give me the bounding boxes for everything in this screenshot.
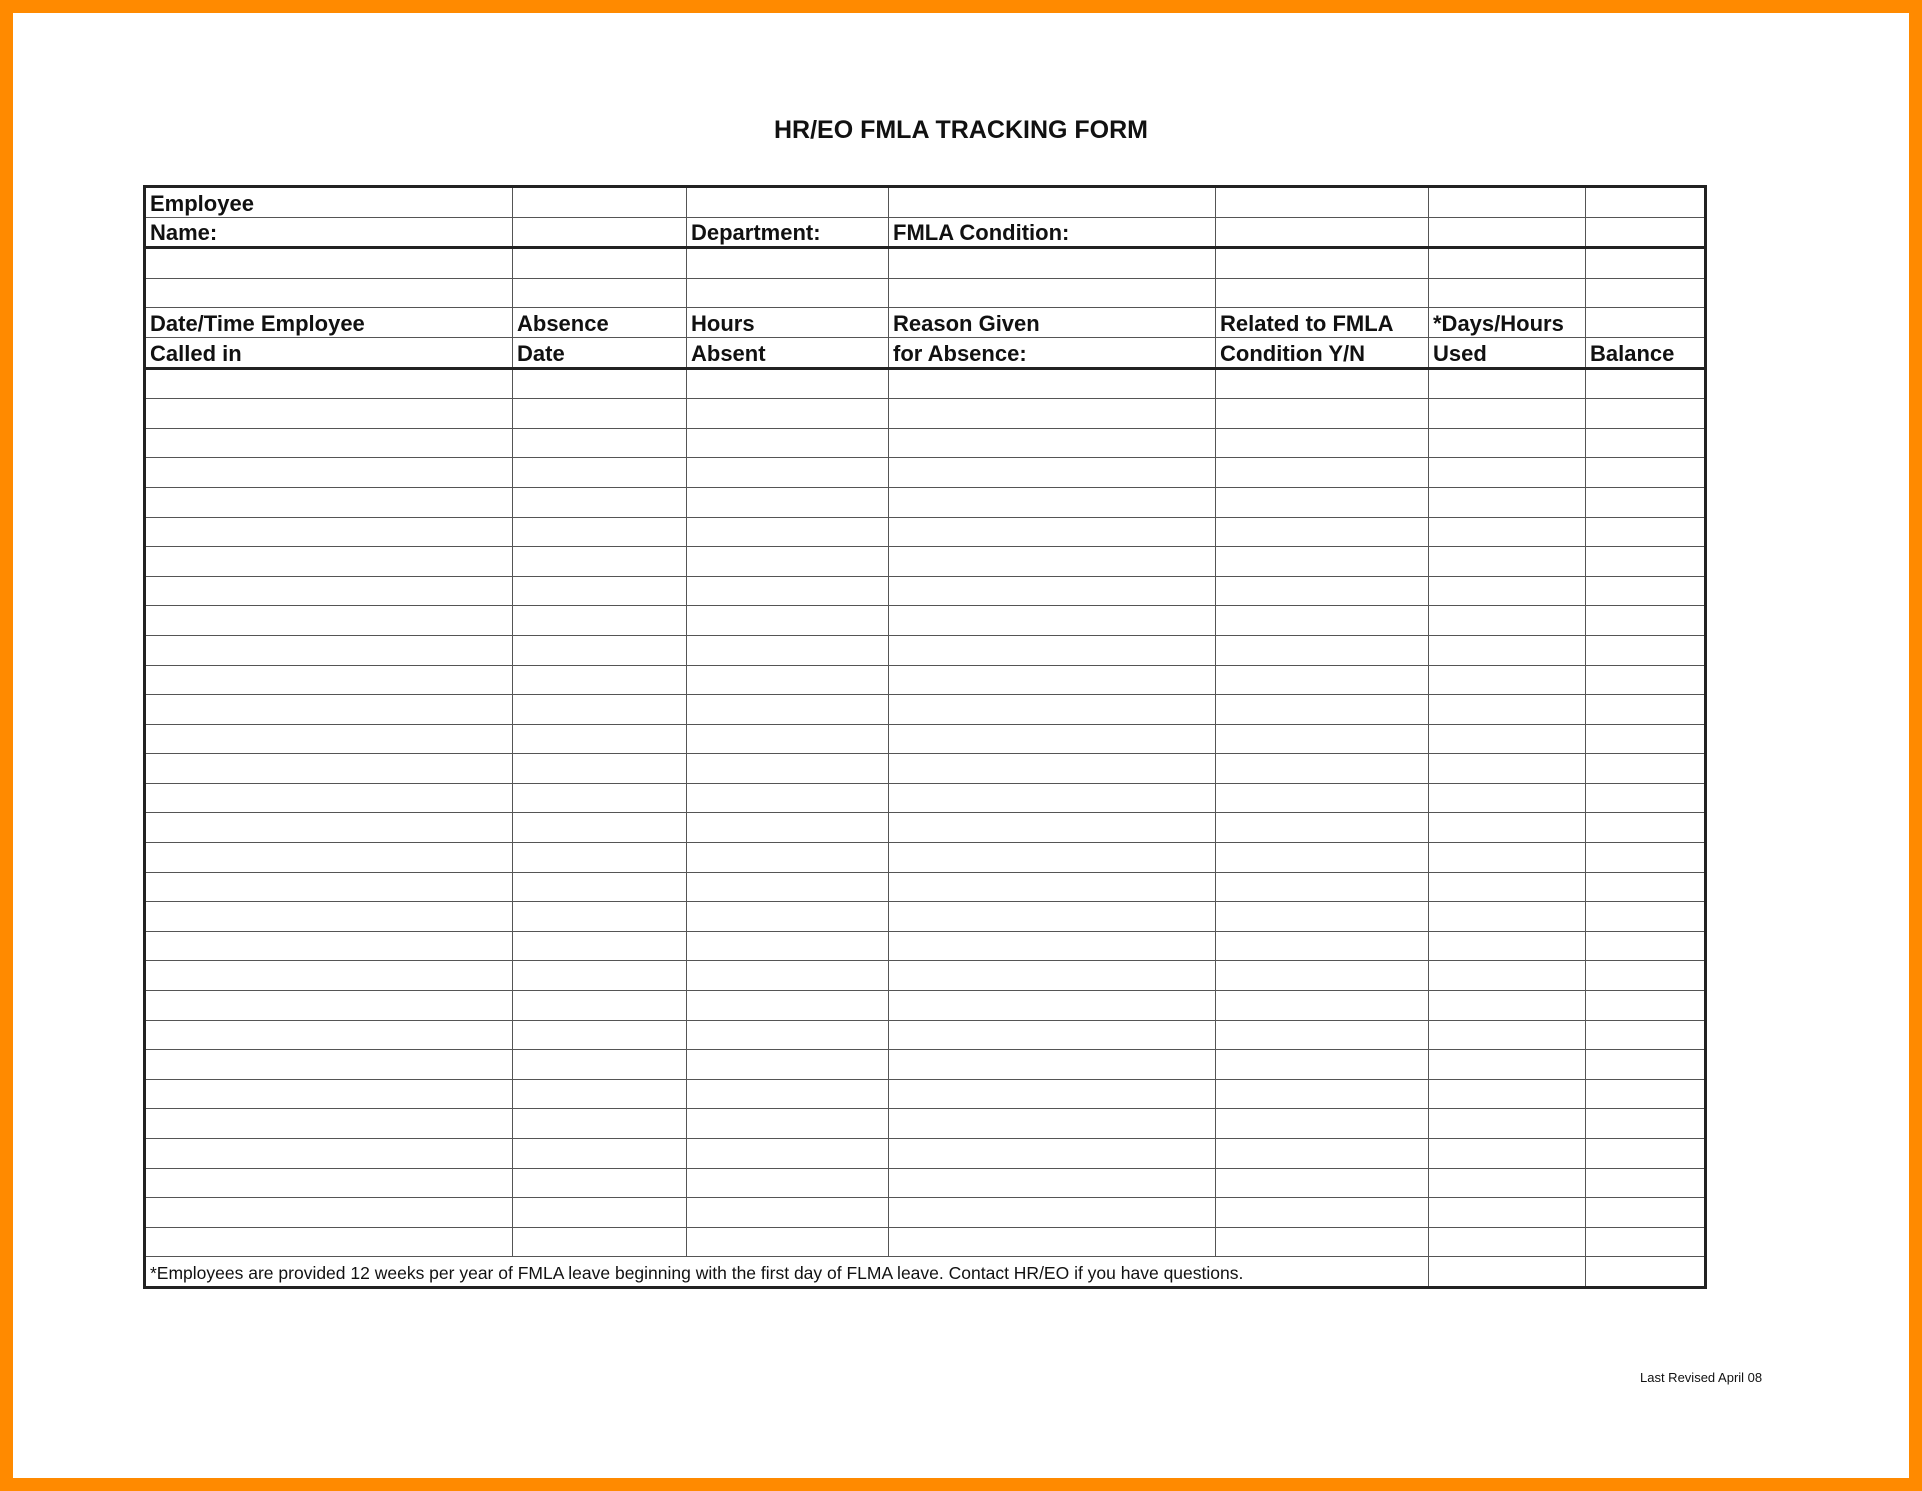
table-row <box>145 754 1706 784</box>
called-in-cell[interactable] <box>145 635 513 665</box>
balance-cell[interactable] <box>1586 547 1706 577</box>
balance-cell[interactable] <box>1586 872 1706 902</box>
table-row <box>145 872 1706 902</box>
column-header: Related to FMLA <box>1216 308 1429 338</box>
balance-cell[interactable] <box>1586 458 1706 488</box>
hours-absent-cell[interactable] <box>687 1050 889 1080</box>
related-fmla-cell[interactable] <box>1216 368 1429 399</box>
blank-cell <box>1216 248 1429 279</box>
blank-cell <box>1429 248 1586 279</box>
balance-cell[interactable] <box>1586 991 1706 1021</box>
absence-date-cell[interactable] <box>513 368 687 399</box>
balance-cell[interactable] <box>1586 1198 1706 1228</box>
called-in-cell[interactable] <box>145 931 513 961</box>
blank-cell <box>1429 1257 1586 1288</box>
called-in-cell[interactable] <box>145 665 513 695</box>
reason-cell[interactable] <box>889 547 1216 577</box>
days-hours-used-cell[interactable] <box>1429 517 1586 547</box>
called-in-cell[interactable] <box>145 813 513 843</box>
absence-date-cell[interactable] <box>513 1109 687 1139</box>
called-in-cell[interactable] <box>145 428 513 458</box>
balance-cell[interactable] <box>1586 961 1706 991</box>
absence-date-cell[interactable] <box>513 961 687 991</box>
balance-cell[interactable] <box>1586 1168 1706 1198</box>
absence-date-cell[interactable] <box>513 902 687 932</box>
table-row <box>145 843 1706 873</box>
table-row <box>145 1079 1706 1109</box>
footnote: *Employees are provided 12 weeks per year of FMLA leave beginning with the first day of FLMA leave. Contact HR/EO if you have questions. <box>145 1257 1429 1288</box>
hours-absent-cell[interactable] <box>687 576 889 606</box>
days-hours-used-cell[interactable] <box>1429 428 1586 458</box>
table-row <box>145 1198 1706 1228</box>
hours-absent-cell[interactable] <box>687 368 889 399</box>
hours-absent-cell[interactable] <box>687 1139 889 1169</box>
reason-cell[interactable] <box>889 1050 1216 1080</box>
absence-date-cell[interactable] <box>513 1198 687 1228</box>
called-in-cell[interactable] <box>145 1168 513 1198</box>
table-row <box>145 902 1706 932</box>
name-label: Name: <box>145 217 513 248</box>
reason-cell[interactable] <box>889 961 1216 991</box>
table-row <box>145 1227 1706 1257</box>
column-header: for Absence: <box>889 337 1216 368</box>
hours-absent-cell[interactable] <box>687 547 889 577</box>
hours-absent-cell[interactable] <box>687 635 889 665</box>
related-fmla-cell[interactable] <box>1216 576 1429 606</box>
absence-date-cell[interactable] <box>513 665 687 695</box>
hours-absent-cell[interactable] <box>687 1079 889 1109</box>
absence-date-cell[interactable] <box>513 1227 687 1257</box>
days-hours-used-cell[interactable] <box>1429 961 1586 991</box>
table-row <box>145 487 1706 517</box>
hours-absent-cell[interactable] <box>687 872 889 902</box>
balance-cell[interactable] <box>1586 754 1706 784</box>
days-hours-used-cell[interactable] <box>1429 1079 1586 1109</box>
days-hours-used-cell[interactable] <box>1429 1020 1586 1050</box>
absence-date-cell[interactable] <box>513 576 687 606</box>
days-hours-used-cell[interactable] <box>1429 931 1586 961</box>
reason-cell[interactable] <box>889 1079 1216 1109</box>
days-hours-used-cell[interactable] <box>1429 1227 1586 1257</box>
balance-cell[interactable] <box>1586 665 1706 695</box>
blank-cell <box>687 187 889 218</box>
absence-date-cell[interactable] <box>513 517 687 547</box>
balance-cell[interactable] <box>1586 1020 1706 1050</box>
absence-date-cell[interactable] <box>513 843 687 873</box>
hours-absent-cell[interactable] <box>687 458 889 488</box>
absence-date-cell[interactable] <box>513 547 687 577</box>
related-fmla-cell[interactable] <box>1216 458 1429 488</box>
reason-cell[interactable] <box>889 517 1216 547</box>
reason-cell[interactable] <box>889 931 1216 961</box>
absence-date-cell[interactable] <box>513 458 687 488</box>
related-fmla-cell[interactable] <box>1216 428 1429 458</box>
reason-cell[interactable] <box>889 1139 1216 1169</box>
absence-date-cell[interactable] <box>513 1050 687 1080</box>
balance-cell[interactable] <box>1586 1050 1706 1080</box>
related-fmla-cell[interactable] <box>1216 902 1429 932</box>
employee-label: Employee <box>145 187 513 218</box>
days-hours-used-cell[interactable] <box>1429 399 1586 429</box>
called-in-cell[interactable] <box>145 576 513 606</box>
days-hours-used-cell[interactable] <box>1429 1050 1586 1080</box>
hours-absent-cell[interactable] <box>687 665 889 695</box>
table-row <box>145 665 1706 695</box>
blank-cell <box>1586 1257 1706 1288</box>
related-fmla-cell[interactable] <box>1216 1139 1429 1169</box>
reason-cell[interactable] <box>889 695 1216 725</box>
days-hours-used-cell[interactable] <box>1429 458 1586 488</box>
table-row <box>145 783 1706 813</box>
related-fmla-cell[interactable] <box>1216 1020 1429 1050</box>
hours-absent-cell[interactable] <box>687 1227 889 1257</box>
hours-absent-cell[interactable] <box>687 487 889 517</box>
employee-name-field[interactable] <box>513 217 687 248</box>
absence-date-cell[interactable] <box>513 872 687 902</box>
absence-date-cell[interactable] <box>513 428 687 458</box>
blank-cell <box>145 278 513 308</box>
called-in-cell[interactable] <box>145 606 513 636</box>
blank-cell <box>1586 248 1706 279</box>
called-in-cell[interactable] <box>145 517 513 547</box>
reason-cell[interactable] <box>889 1198 1216 1228</box>
column-header-row-1 <box>145 308 1706 338</box>
reason-cell[interactable] <box>889 487 1216 517</box>
hours-absent-cell[interactable] <box>687 399 889 429</box>
balance-cell[interactable] <box>1586 902 1706 932</box>
table-row <box>145 576 1706 606</box>
related-fmla-cell[interactable] <box>1216 1227 1429 1257</box>
days-hours-used-cell[interactable] <box>1429 1139 1586 1169</box>
last-revised: Last Revised April 08 <box>1640 1370 1763 1385</box>
table-row <box>145 724 1706 754</box>
reason-cell[interactable] <box>889 576 1216 606</box>
days-hours-used-cell[interactable] <box>1429 902 1586 932</box>
related-fmla-cell[interactable] <box>1216 872 1429 902</box>
balance-cell[interactable] <box>1586 368 1706 399</box>
reason-cell[interactable] <box>889 754 1216 784</box>
days-hours-used-cell[interactable] <box>1429 606 1586 636</box>
department-label: Department: <box>687 217 889 248</box>
related-fmla-cell[interactable] <box>1216 813 1429 843</box>
reason-cell[interactable] <box>889 428 1216 458</box>
related-fmla-cell[interactable] <box>1216 1079 1429 1109</box>
related-fmla-cell[interactable] <box>1216 547 1429 577</box>
related-fmla-cell[interactable] <box>1216 754 1429 784</box>
called-in-cell[interactable] <box>145 368 513 399</box>
column-header: Absent <box>687 337 889 368</box>
blank-cell <box>1429 187 1586 218</box>
balance-cell[interactable] <box>1586 606 1706 636</box>
called-in-cell[interactable] <box>145 547 513 577</box>
related-fmla-cell[interactable] <box>1216 843 1429 873</box>
table-row <box>145 635 1706 665</box>
called-in-cell[interactable] <box>145 1139 513 1169</box>
called-in-cell[interactable] <box>145 1227 513 1257</box>
column-header: Used <box>1429 337 1586 368</box>
hours-absent-cell[interactable] <box>687 428 889 458</box>
absence-date-cell[interactable] <box>513 1168 687 1198</box>
balance-cell[interactable] <box>1586 783 1706 813</box>
table-row <box>145 813 1706 843</box>
blank-cell <box>513 278 687 308</box>
related-fmla-cell[interactable] <box>1216 635 1429 665</box>
days-hours-used-cell[interactable] <box>1429 813 1586 843</box>
called-in-cell[interactable] <box>145 991 513 1021</box>
days-hours-used-cell[interactable] <box>1429 368 1586 399</box>
hours-absent-cell[interactable] <box>687 517 889 547</box>
column-header: Hours <box>687 308 889 338</box>
hours-absent-cell[interactable] <box>687 991 889 1021</box>
balance-cell[interactable] <box>1586 1109 1706 1139</box>
balance-cell[interactable] <box>1586 813 1706 843</box>
reason-cell[interactable] <box>889 665 1216 695</box>
hours-absent-cell[interactable] <box>687 813 889 843</box>
absence-date-cell[interactable] <box>513 1139 687 1169</box>
related-fmla-cell[interactable] <box>1216 1198 1429 1228</box>
hours-absent-cell[interactable] <box>687 1198 889 1228</box>
called-in-cell[interactable] <box>145 843 513 873</box>
days-hours-used-cell[interactable] <box>1429 754 1586 784</box>
called-in-cell[interactable] <box>145 783 513 813</box>
table-row <box>145 399 1706 429</box>
absence-date-cell[interactable] <box>513 487 687 517</box>
table-row <box>145 695 1706 725</box>
balance-cell[interactable] <box>1586 487 1706 517</box>
days-hours-used-cell[interactable] <box>1429 695 1586 725</box>
called-in-cell[interactable] <box>145 458 513 488</box>
hours-absent-cell[interactable] <box>687 931 889 961</box>
related-fmla-cell[interactable] <box>1216 487 1429 517</box>
blank-cell <box>1586 187 1706 218</box>
employee-name-cell[interactable] <box>513 187 687 218</box>
blank-cell <box>889 248 1216 279</box>
table-row <box>145 1139 1706 1169</box>
hours-absent-cell[interactable] <box>687 783 889 813</box>
related-fmla-cell[interactable] <box>1216 961 1429 991</box>
form-page <box>13 13 1909 1478</box>
balance-cell[interactable] <box>1586 1227 1706 1257</box>
blank-cell <box>1429 217 1586 248</box>
balance-cell[interactable] <box>1586 931 1706 961</box>
table-row <box>145 547 1706 577</box>
table-row <box>145 991 1706 1021</box>
related-fmla-cell[interactable] <box>1216 399 1429 429</box>
reason-cell[interactable] <box>889 843 1216 873</box>
reason-cell[interactable] <box>889 724 1216 754</box>
days-hours-used-cell[interactable] <box>1429 1198 1586 1228</box>
days-hours-used-cell[interactable] <box>1429 843 1586 873</box>
reason-cell[interactable] <box>889 635 1216 665</box>
hours-absent-cell[interactable] <box>687 1168 889 1198</box>
days-hours-used-cell[interactable] <box>1429 1168 1586 1198</box>
absence-date-cell[interactable] <box>513 783 687 813</box>
spacer-row <box>145 248 1706 279</box>
fmla-condition-field[interactable] <box>1216 217 1429 248</box>
absence-date-cell[interactable] <box>513 931 687 961</box>
absence-date-cell[interactable] <box>513 724 687 754</box>
balance-cell[interactable] <box>1586 517 1706 547</box>
column-header: Called in <box>145 337 513 368</box>
days-hours-used-cell[interactable] <box>1429 665 1586 695</box>
blank-cell <box>687 278 889 308</box>
reason-cell[interactable] <box>889 1168 1216 1198</box>
hours-absent-cell[interactable] <box>687 724 889 754</box>
called-in-cell[interactable] <box>145 1020 513 1050</box>
absence-date-cell[interactable] <box>513 813 687 843</box>
called-in-cell[interactable] <box>145 1198 513 1228</box>
called-in-cell[interactable] <box>145 487 513 517</box>
related-fmla-cell[interactable] <box>1216 783 1429 813</box>
hours-absent-cell[interactable] <box>687 695 889 725</box>
called-in-cell[interactable] <box>145 1079 513 1109</box>
related-fmla-cell[interactable] <box>1216 1168 1429 1198</box>
blank-cell <box>687 248 889 279</box>
column-header: *Days/Hours <box>1429 308 1586 338</box>
absence-date-cell[interactable] <box>513 1079 687 1109</box>
related-fmla-cell[interactable] <box>1216 931 1429 961</box>
days-hours-used-cell[interactable] <box>1429 724 1586 754</box>
table-row <box>145 961 1706 991</box>
reason-cell[interactable] <box>889 783 1216 813</box>
column-header-row-2 <box>145 337 1706 368</box>
called-in-cell[interactable] <box>145 754 513 784</box>
column-header: Absence <box>513 308 687 338</box>
reason-cell[interactable] <box>889 872 1216 902</box>
fmla-tracking-table <box>143 185 1707 1289</box>
balance-cell[interactable] <box>1586 1079 1706 1109</box>
table-row <box>145 1020 1706 1050</box>
balance-cell[interactable] <box>1586 843 1706 873</box>
blank-cell <box>145 248 513 279</box>
footnote-row <box>145 1257 1706 1288</box>
related-fmla-cell[interactable] <box>1216 695 1429 725</box>
called-in-cell[interactable] <box>145 872 513 902</box>
related-fmla-cell[interactable] <box>1216 606 1429 636</box>
hours-absent-cell[interactable] <box>687 902 889 932</box>
reason-cell[interactable] <box>889 1109 1216 1139</box>
blank-cell <box>889 278 1216 308</box>
hours-absent-cell[interactable] <box>687 754 889 784</box>
balance-cell[interactable] <box>1586 695 1706 725</box>
reason-cell[interactable] <box>889 902 1216 932</box>
absence-date-cell[interactable] <box>513 1020 687 1050</box>
hours-absent-cell[interactable] <box>687 843 889 873</box>
table-row <box>145 931 1706 961</box>
absence-date-cell[interactable] <box>513 635 687 665</box>
called-in-cell[interactable] <box>145 724 513 754</box>
blank-cell <box>513 248 687 279</box>
called-in-cell[interactable] <box>145 902 513 932</box>
days-hours-used-cell[interactable] <box>1429 576 1586 606</box>
blank-cell <box>1216 187 1429 218</box>
column-header: Date/Time Employee <box>145 308 513 338</box>
blank-cell <box>1586 278 1706 308</box>
reason-cell[interactable] <box>889 606 1216 636</box>
employee-row-1 <box>145 187 1706 218</box>
balance-cell[interactable] <box>1586 428 1706 458</box>
balance-cell[interactable] <box>1586 1139 1706 1169</box>
blank-cell <box>1216 278 1429 308</box>
related-fmla-cell[interactable] <box>1216 665 1429 695</box>
form-title: HR/EO FMLA TRACKING FORM <box>773 116 1149 144</box>
days-hours-used-cell[interactable] <box>1429 635 1586 665</box>
reason-cell[interactable] <box>889 991 1216 1021</box>
absence-date-cell[interactable] <box>513 754 687 784</box>
reason-cell[interactable] <box>889 813 1216 843</box>
table-row <box>145 368 1706 399</box>
hours-absent-cell[interactable] <box>687 961 889 991</box>
balance-cell[interactable] <box>1586 399 1706 429</box>
related-fmla-cell[interactable] <box>1216 724 1429 754</box>
hours-absent-cell[interactable] <box>687 1020 889 1050</box>
column-header: Date <box>513 337 687 368</box>
days-hours-used-cell[interactable] <box>1429 991 1586 1021</box>
absence-date-cell[interactable] <box>513 399 687 429</box>
reason-cell[interactable] <box>889 368 1216 399</box>
related-fmla-cell[interactable] <box>1216 1109 1429 1139</box>
called-in-cell[interactable] <box>145 1109 513 1139</box>
column-header: Condition Y/N <box>1216 337 1429 368</box>
reason-cell[interactable] <box>889 458 1216 488</box>
balance-cell[interactable] <box>1586 724 1706 754</box>
called-in-cell[interactable] <box>145 1050 513 1080</box>
table-row <box>145 606 1706 636</box>
related-fmla-cell[interactable] <box>1216 517 1429 547</box>
blank-cell <box>1429 278 1586 308</box>
table-row <box>145 1168 1706 1198</box>
table-row <box>145 517 1706 547</box>
blank-cell <box>1586 217 1706 248</box>
spacer-row <box>145 278 1706 308</box>
table-row <box>145 1109 1706 1139</box>
hours-absent-cell[interactable] <box>687 606 889 636</box>
table-row <box>145 458 1706 488</box>
reason-cell[interactable] <box>889 1020 1216 1050</box>
column-header: Reason Given <box>889 308 1216 338</box>
column-header <box>1586 308 1706 338</box>
hours-absent-cell[interactable] <box>687 1109 889 1139</box>
days-hours-used-cell[interactable] <box>1429 487 1586 517</box>
related-fmla-cell[interactable] <box>1216 1050 1429 1080</box>
called-in-cell[interactable] <box>145 399 513 429</box>
called-in-cell[interactable] <box>145 695 513 725</box>
absence-date-cell[interactable] <box>513 606 687 636</box>
absence-date-cell[interactable] <box>513 991 687 1021</box>
blank-cell <box>889 187 1216 218</box>
days-hours-used-cell[interactable] <box>1429 783 1586 813</box>
days-hours-used-cell[interactable] <box>1429 547 1586 577</box>
balance-cell[interactable] <box>1586 635 1706 665</box>
fmla-condition-label: FMLA Condition: <box>889 217 1216 248</box>
balance-cell[interactable] <box>1586 576 1706 606</box>
absence-date-cell[interactable] <box>513 695 687 725</box>
table-row <box>145 428 1706 458</box>
reason-cell[interactable] <box>889 399 1216 429</box>
called-in-cell[interactable] <box>145 961 513 991</box>
days-hours-used-cell[interactable] <box>1429 872 1586 902</box>
column-header: Balance <box>1586 337 1706 368</box>
employee-row-2 <box>145 217 1706 248</box>
reason-cell[interactable] <box>889 1227 1216 1257</box>
related-fmla-cell[interactable] <box>1216 991 1429 1021</box>
table-row <box>145 1050 1706 1080</box>
days-hours-used-cell[interactable] <box>1429 1109 1586 1139</box>
